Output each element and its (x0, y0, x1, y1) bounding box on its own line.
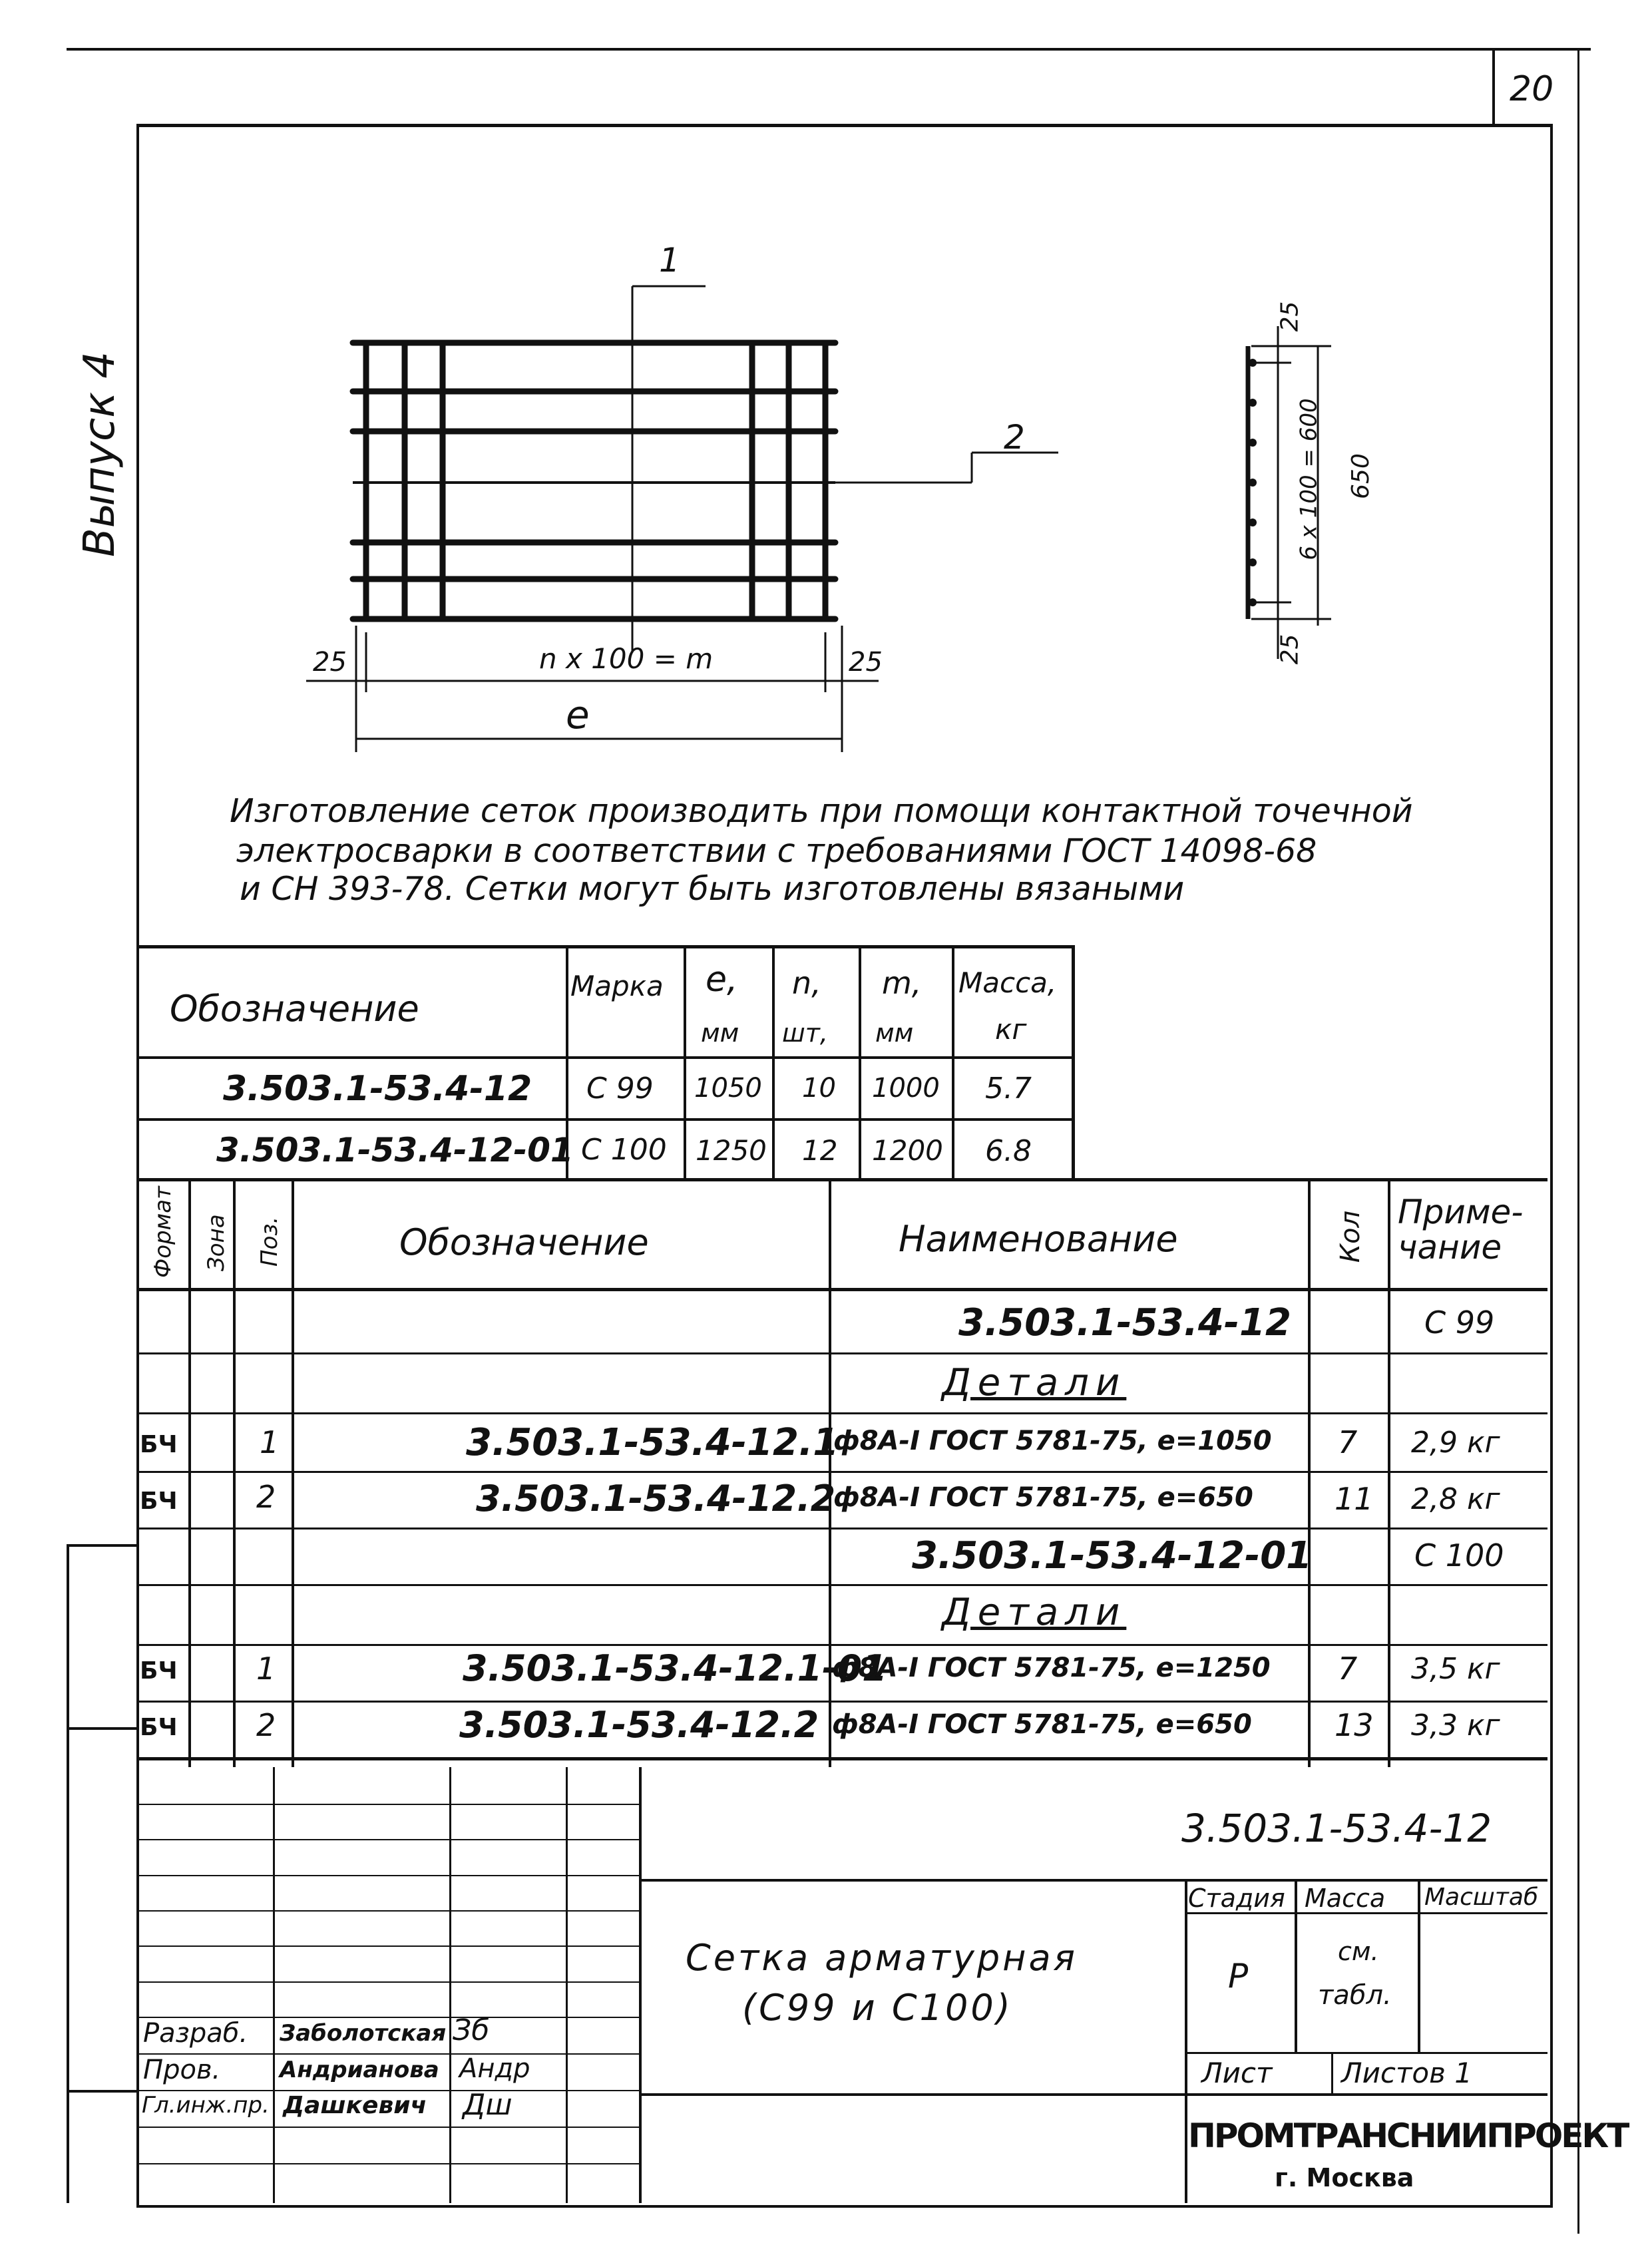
marks-row2-mass: 6.8 (985, 1134, 1032, 1168)
tb-vline-1 (273, 1767, 275, 2203)
spec-row4-qty: 11 (1335, 1481, 1374, 1517)
spec-row4-name: ф8А-I ГОСТ 5781-75, e=650 (833, 1482, 1253, 1513)
marks-row2-designation: 3.503.1-53.4-12-01 (216, 1131, 574, 1169)
spec-hline-8 (136, 1757, 1548, 1760)
spec-row7-format: БЧ (140, 1657, 178, 1685)
spec-row3-designation: 3.503.1-53.4-12.1 (466, 1421, 839, 1464)
spec-header-qty: Кол (1335, 1210, 1366, 1263)
tb-right-hline-title-bottom (639, 2093, 1548, 2096)
spec-header-name: Наименование (899, 1218, 1178, 1260)
marks-vline-5 (952, 946, 954, 1179)
tb-name-2: Андрианова (280, 2057, 439, 2083)
margin-bracket-top (67, 1544, 136, 1547)
marks-row1-mark: С 99 (586, 1072, 654, 1106)
marks-header-designation: Обозначение (170, 988, 419, 1030)
tb-signature-2: Андр (459, 2053, 530, 2084)
spec-header-rule (136, 1288, 1548, 1291)
spec-hline-2 (136, 1412, 1548, 1414)
spec-row7-name: ф8А-I ГОСТ 5781-75, e=1250 (832, 1653, 1271, 1683)
spec-row7-pos: 1 (256, 1651, 276, 1687)
spec-row4-note: 2,8 кг (1411, 1482, 1500, 1516)
marks-row1-n: 10 (802, 1073, 836, 1104)
spec-row6-section: Детали (942, 1591, 1127, 1634)
tb-right-hline-sheet (1185, 2052, 1548, 2054)
marks-row1-mass: 5.7 (985, 1072, 1032, 1106)
tb-left-hline-6 (136, 1981, 639, 1983)
tb-title-line1: Сетка арматурная (686, 1937, 1078, 1979)
tb-left-hline-10 (136, 2127, 639, 2128)
tb-left-hline-4 (136, 1910, 639, 1912)
tb-scale-label: Масштаб (1424, 1884, 1539, 1911)
tb-org-city: г. Москва (1275, 2163, 1414, 2192)
tb-right-vline-mass (1295, 1879, 1297, 2052)
spec-row5-note: С 100 (1414, 1537, 1504, 1573)
marks-vline-2 (684, 946, 686, 1179)
marks-header-e-unit: мм (701, 1018, 739, 1048)
tb-vline-2 (449, 1767, 451, 2203)
tb-mass-label: Масса (1305, 1884, 1386, 1913)
marks-row1-m: 1000 (872, 1073, 940, 1104)
issue-label: Выпуск 4 (75, 351, 124, 557)
marks-header-n-unit: шт, (782, 1018, 828, 1048)
right-margin-rule (1577, 51, 1579, 2234)
tb-name-1: Заболотская (280, 2020, 447, 2047)
spec-row1-note: С 99 (1424, 1305, 1495, 1340)
spec-row3-note: 2,9 кг (1411, 1426, 1500, 1460)
marks-table (136, 946, 1075, 1179)
spec-header-pos: Поз. (256, 1216, 283, 1267)
section-dim-top: 25 (1276, 301, 1304, 332)
tb-vline-4 (639, 1767, 642, 2203)
spec-hline-1 (136, 1352, 1548, 1354)
note-line-3: и СН 393-78. Сетки могут быть изготовлены вязаными (240, 870, 1185, 908)
marks-vline-3 (772, 946, 775, 1179)
marks-hline-1 (136, 1056, 1075, 1059)
tb-left-hline-2 (136, 1839, 639, 1840)
spec-header-note: Приме- чание (1398, 1193, 1524, 1267)
spec-header-format: Формат (150, 1186, 176, 1278)
margin-bracket-mid (67, 1727, 136, 1730)
spec-row4-designation: 3.503.1-53.4-12.2 (476, 1478, 836, 1520)
tb-sheets-label: Листов 1 (1341, 2057, 1472, 2089)
tb-left-hline-3 (136, 1875, 639, 1876)
tb-left-hline-5 (136, 1945, 639, 1947)
marks-row1-e: 1050 (694, 1073, 762, 1104)
spec-row8-format: БЧ (140, 1714, 178, 1741)
spec-row4-format: БЧ (140, 1488, 178, 1515)
spec-hline-4 (136, 1528, 1548, 1529)
marks-row2-e: 1250 (696, 1134, 767, 1167)
spec-hline-3 (136, 1471, 1548, 1473)
tb-sheet-label: Лист (1201, 2057, 1273, 2089)
marks-vline-6 (1072, 946, 1075, 1179)
tb-mass-value-2: табл. (1318, 1980, 1392, 2011)
spec-row8-pos: 2 (256, 1707, 276, 1743)
note-line-2: электросварки в соответствии с требованиями ГОСТ 14098-68 (236, 832, 1317, 870)
page-number-box-left (1492, 51, 1495, 124)
margin-bracket-low (67, 2090, 136, 2093)
tb-stage-value: Р (1228, 1957, 1249, 1995)
marks-hline-2 (136, 1118, 1075, 1121)
marks-header-mass: Масса, (958, 966, 1057, 999)
marks-header-mark: Марка (570, 970, 664, 1002)
tb-name-3: Дашкевич (283, 2092, 427, 2119)
callout-1: 1 (659, 241, 680, 280)
title-block (136, 1767, 1628, 2203)
marks-row1-designation: 3.503.1-53.4-12 (223, 1069, 532, 1109)
spec-row8-qty: 13 (1335, 1707, 1374, 1743)
tb-doc-code: 3.503.1-53.4-12 (1181, 1806, 1492, 1851)
spec-row7-note: 3,5 кг (1411, 1652, 1500, 1686)
section-dim-bottom: 25 (1276, 634, 1304, 665)
note-line-1: Изготовление сеток производить при помощи контактной точечной (230, 792, 1413, 830)
spec-row3-format: БЧ (140, 1431, 178, 1458)
tb-mass-value-1: см. (1338, 1937, 1379, 1966)
tb-left-hline-11 (136, 2163, 639, 2164)
marks-row2-m: 1200 (872, 1134, 943, 1167)
spec-row1-name: 3.503.1-53.4-12 (958, 1301, 1291, 1344)
dim-left-25: 25 (313, 647, 347, 678)
marks-header-mass-unit: кг (995, 1013, 1027, 1046)
tb-signature-1: Зб (453, 2013, 490, 2047)
tb-right-vline-stage (1185, 1879, 1187, 2203)
marks-header-e: e, (706, 960, 738, 1000)
tb-title-line2: (С99 и С100) (742, 1987, 1013, 2029)
spec-hline-6 (136, 1644, 1548, 1646)
marks-header-n: n, (792, 965, 821, 1001)
dim-middle: n x 100 = m (539, 642, 714, 675)
spec-row7-qty: 7 (1338, 1651, 1358, 1687)
mesh-plan-drawing (293, 226, 1092, 759)
tb-right-hline-code (639, 1879, 1548, 1882)
marks-row2-mark: С 100 (581, 1133, 667, 1167)
tb-org-name: ПРОМТРАНСНИИПРОЕКТ (1188, 2117, 1628, 2155)
spec-row2-section: Детали (942, 1361, 1127, 1404)
callout-2: 2 (1004, 418, 1025, 457)
marks-row2-n: 12 (802, 1134, 838, 1167)
marks-header-m-unit: мм (875, 1018, 914, 1048)
spec-row4-pos: 2 (256, 1479, 276, 1515)
tb-left-hline-9 (136, 2090, 639, 2091)
spec-row5-name: 3.503.1-53.4-12-01 (912, 1534, 1313, 1577)
tb-role-1: Разраб. (143, 2018, 248, 2049)
tb-vline-3 (566, 1767, 568, 2203)
tb-role-3: Гл.инж.пр. (142, 2092, 270, 2119)
page-number: 20 (1510, 69, 1554, 109)
spec-header-zone: Зона (203, 1214, 230, 1271)
dim-right-25: 25 (849, 647, 883, 678)
spec-header-designation: Обозначение (399, 1221, 649, 1263)
spec-row8-name: ф8А-I ГОСТ 5781-75, e=650 (832, 1709, 1252, 1740)
spec-hline-7 (136, 1701, 1548, 1703)
spec-row8-note: 3,3 кг (1411, 1709, 1500, 1742)
spec-hline-5 (136, 1584, 1548, 1586)
top-rule (67, 48, 1591, 51)
spec-row3-qty: 7 (1338, 1424, 1358, 1460)
marks-header-m: m, (882, 965, 922, 1001)
spec-top-rule (136, 1178, 1548, 1181)
marks-vline-4 (859, 946, 861, 1179)
dim-total-e: e (566, 692, 590, 737)
tb-left-hline-1 (136, 1804, 639, 1805)
tb-right-vline-scale (1418, 1879, 1420, 2052)
tb-role-2: Пров. (143, 2055, 221, 2085)
section-dim-total: 650 (1346, 453, 1374, 499)
tb-stage-label: Стадия (1188, 1884, 1285, 1913)
spec-row8-designation: 3.503.1-53.4-12.2 (459, 1704, 819, 1746)
tb-right-vline-sheet (1331, 2052, 1333, 2093)
spec-row3-name: ф8А-I ГОСТ 5781-75, e=1050 (833, 1426, 1272, 1456)
margin-bracket-vertical (67, 1544, 69, 2203)
spec-row7-designation: 3.503.1-53.4-12.1-01 (463, 1647, 887, 1689)
section-dim-spacing: 6 x 100 = 600 (1295, 398, 1323, 560)
spec-row3-pos: 1 (260, 1424, 280, 1460)
tb-signature-3: Дш (463, 2088, 513, 2122)
